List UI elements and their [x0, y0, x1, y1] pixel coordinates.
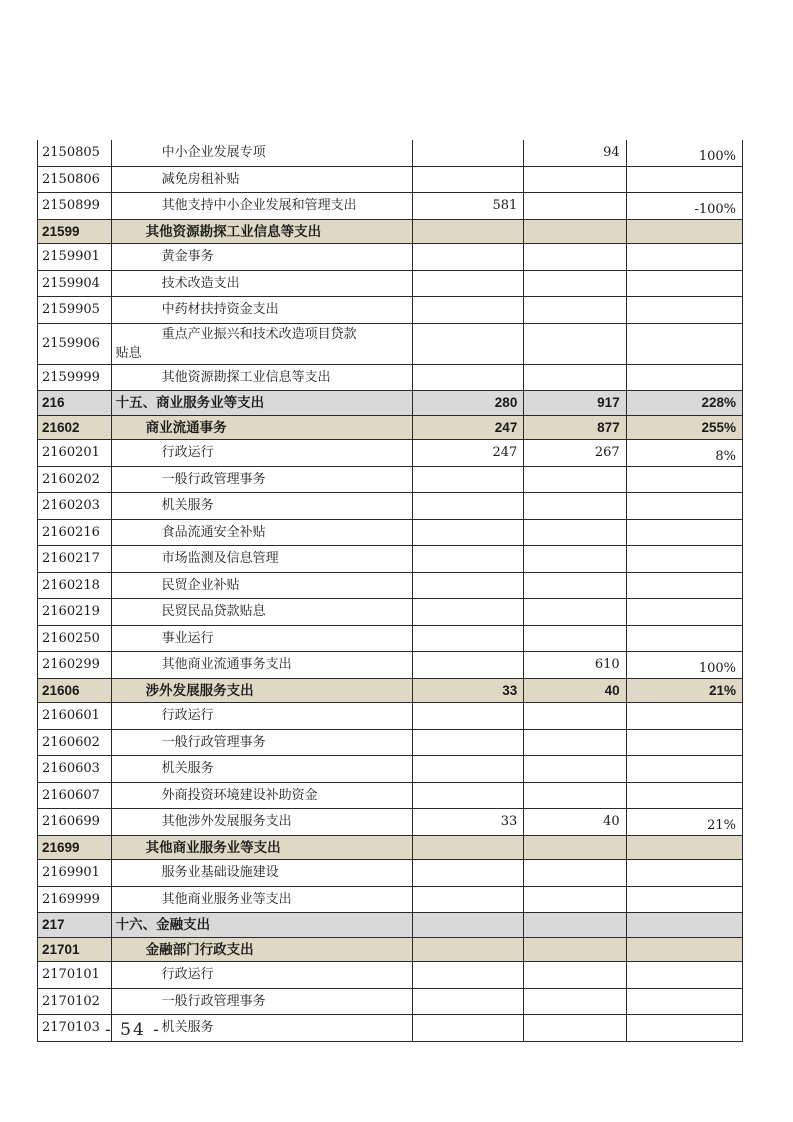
growth-rate-cell: [626, 166, 742, 193]
prior-year-amount-cell: 33: [413, 678, 524, 703]
subcategory-row: [38, 835, 743, 860]
subject-name-cell: 涉外发展服务支出: [111, 678, 413, 703]
subject-code-cell: 2160601: [38, 703, 112, 730]
subject-name-cell: 其他资源勘探工业信息等支出: [111, 364, 413, 391]
prior-year-amount-cell: [413, 1015, 524, 1042]
subject-name-cell: 民贸民品贷款贴息: [111, 599, 413, 626]
subject-code-cell: 2160217: [38, 546, 112, 573]
prior-year-amount-cell: [413, 244, 524, 271]
subject-code-cell: 2159999: [38, 364, 112, 391]
subject-name-cell: 一般行政管理事务: [111, 988, 413, 1015]
item-row: [38, 140, 743, 166]
current-year-amount-cell: 267: [524, 440, 626, 467]
prior-year-amount-cell: [413, 988, 524, 1015]
current-year-amount-cell: [524, 756, 626, 783]
budget-table: [37, 140, 743, 1042]
current-year-amount-cell: [524, 729, 626, 756]
subject-name-cell: 减免房租补贴: [111, 166, 413, 193]
growth-rate-cell: [626, 835, 742, 860]
subject-code-cell: 2169999: [38, 886, 112, 913]
subject-code-cell: 2160203: [38, 493, 112, 520]
prior-year-amount-cell: 280: [413, 391, 524, 416]
subject-code-cell: 21606: [38, 678, 112, 703]
subject-name-cell: 金融部门行政支出: [111, 937, 413, 962]
prior-year-amount-cell: [413, 297, 524, 324]
subject-name-cell: 行政运行: [111, 703, 413, 730]
prior-year-amount-cell: [413, 166, 524, 193]
item-row: [38, 729, 743, 756]
item-row: [38, 323, 743, 364]
subcategory-row: [38, 219, 743, 244]
growth-rate-cell: 100%: [626, 140, 742, 166]
growth-rate-cell: [626, 860, 742, 887]
prior-year-amount-cell: [413, 782, 524, 809]
subject-code-cell: 2160250: [38, 625, 112, 652]
subject-name-cell: 其他商业流通事务支出: [111, 652, 413, 679]
prior-year-amount-cell: 581: [413, 193, 524, 220]
subject-code-cell: 2159904: [38, 270, 112, 297]
subject-name-cell: 其他支持中小企业发展和管理支出: [111, 193, 413, 220]
current-year-amount-cell: [524, 937, 626, 962]
subject-code-cell: 2150806: [38, 166, 112, 193]
subject-name-cell: 外商投资环境建设补助资金: [111, 782, 413, 809]
item-row: [38, 519, 743, 546]
item-row: [38, 244, 743, 271]
subject-name-cell: 其他涉外发展服务支出: [111, 809, 413, 836]
item-row: [38, 886, 743, 913]
prior-year-amount-cell: [413, 756, 524, 783]
current-year-amount-cell: [524, 988, 626, 1015]
prior-year-amount-cell: [413, 519, 524, 546]
subject-code-cell: 2169901: [38, 860, 112, 887]
subject-name-cell: [111, 323, 413, 364]
item-row: [38, 466, 743, 493]
subject-code-cell: 2170101: [38, 962, 112, 989]
growth-rate-cell: [626, 703, 742, 730]
current-year-amount-cell: [524, 493, 626, 520]
current-year-amount-cell: [524, 625, 626, 652]
subject-code-cell: 2159901: [38, 244, 112, 271]
current-year-amount-cell: [524, 703, 626, 730]
subject-name-cell: 黄金事务: [111, 244, 413, 271]
prior-year-amount-cell: [413, 835, 524, 860]
current-year-amount-cell: [524, 519, 626, 546]
prior-year-amount-cell: [413, 546, 524, 573]
subject-code-cell: 2160201: [38, 440, 112, 467]
growth-rate-cell: [626, 913, 742, 938]
subcategory-row: [38, 937, 743, 962]
prior-year-amount-cell: [413, 860, 524, 887]
prior-year-amount-cell: 247: [413, 415, 524, 440]
current-year-amount-cell: [524, 962, 626, 989]
subject-name-cell: 十六、金融支出: [111, 913, 413, 938]
growth-rate-cell: 21%: [626, 678, 742, 703]
subject-name-cell: 十五、商业服务业等支出: [111, 391, 413, 416]
item-row: [38, 297, 743, 324]
subject-name-cell: 行政运行: [111, 962, 413, 989]
prior-year-amount-cell: [413, 140, 524, 166]
growth-rate-cell: [626, 572, 742, 599]
subject-name-cell: 其他资源勘探工业信息等支出: [111, 219, 413, 244]
subject-name-cell: 其他商业服务业等支出: [111, 835, 413, 860]
item-row: [38, 572, 743, 599]
current-year-amount-cell: [524, 166, 626, 193]
item-row: [38, 270, 743, 297]
item-row: [38, 193, 743, 220]
current-year-amount-cell: [524, 364, 626, 391]
growth-rate-cell: 21%: [626, 809, 742, 836]
prior-year-amount-cell: [413, 937, 524, 962]
subject-name-line2: 贴息: [115, 345, 142, 361]
subject-name-cell: 食品流通安全补贴: [111, 519, 413, 546]
growth-rate-cell: [626, 493, 742, 520]
growth-rate-cell: [626, 519, 742, 546]
prior-year-amount-cell: [413, 270, 524, 297]
growth-rate-cell: 8%: [626, 440, 742, 467]
item-row: [38, 599, 743, 626]
subject-code-cell: 217: [38, 913, 112, 938]
subject-code-cell: 2160218: [38, 572, 112, 599]
subject-name-cell: 商业流通事务: [111, 415, 413, 440]
subject-name-cell: 机关服务: [111, 1015, 413, 1042]
growth-rate-cell: [626, 625, 742, 652]
item-row: [38, 860, 743, 887]
current-year-amount-cell: [524, 599, 626, 626]
subject-code-cell: 2160202: [38, 466, 112, 493]
subject-code-cell: 2160699: [38, 809, 112, 836]
current-year-amount-cell: [524, 835, 626, 860]
subject-name-cell: 民贸企业补贴: [111, 572, 413, 599]
subject-code-cell: 2150805: [38, 140, 112, 166]
current-year-amount-cell: 917: [524, 391, 626, 416]
subject-code-cell: 21701: [38, 937, 112, 962]
item-row: [38, 756, 743, 783]
prior-year-amount-cell: [413, 652, 524, 679]
subject-name-cell: 行政运行: [111, 440, 413, 467]
subject-code-cell: 2160219: [38, 599, 112, 626]
prior-year-amount-cell: [413, 886, 524, 913]
growth-rate-cell: -100%: [626, 193, 742, 220]
current-year-amount-cell: [524, 323, 626, 364]
subject-code-cell: 2160602: [38, 729, 112, 756]
current-year-amount-cell: 877: [524, 415, 626, 440]
prior-year-amount-cell: [413, 729, 524, 756]
current-year-amount-cell: [524, 244, 626, 271]
growth-rate-cell: [626, 782, 742, 809]
growth-rate-cell: [626, 962, 742, 989]
prior-year-amount-cell: 247: [413, 440, 524, 467]
subject-name-cell: 中小企业发展专项: [111, 140, 413, 166]
item-row: [38, 809, 743, 836]
subject-code-cell: 21602: [38, 415, 112, 440]
growth-rate-cell: [626, 988, 742, 1015]
prior-year-amount-cell: 33: [413, 809, 524, 836]
item-row: [38, 166, 743, 193]
growth-rate-cell: [626, 466, 742, 493]
subject-name-cell: 一般行政管理事务: [111, 729, 413, 756]
subject-name-cell: 一般行政管理事务: [111, 466, 413, 493]
item-row: [38, 493, 743, 520]
prior-year-amount-cell: [413, 323, 524, 364]
current-year-amount-cell: [524, 782, 626, 809]
budget-table-body: [38, 140, 743, 1041]
prior-year-amount-cell: [413, 703, 524, 730]
prior-year-amount-cell: [413, 493, 524, 520]
subject-code-cell: 2170102: [38, 988, 112, 1015]
current-year-amount-cell: [524, 860, 626, 887]
subcategory-row: [38, 678, 743, 703]
growth-rate-cell: [626, 244, 742, 271]
subject-code-cell: 2160299: [38, 652, 112, 679]
prior-year-amount-cell: [413, 219, 524, 244]
growth-rate-cell: [626, 1015, 742, 1042]
current-year-amount-cell: [524, 219, 626, 244]
current-year-amount-cell: 40: [524, 809, 626, 836]
subject-code-cell: 2150899: [38, 193, 112, 220]
growth-rate-cell: [626, 219, 742, 244]
prior-year-amount-cell: [413, 572, 524, 599]
category-row: [38, 913, 743, 938]
subject-code-cell: 216: [38, 391, 112, 416]
subject-name-cell: 技术改造支出: [111, 270, 413, 297]
subject-name-cell: 服务业基础设施建设: [111, 860, 413, 887]
growth-rate-cell: 255%: [626, 415, 742, 440]
growth-rate-cell: 228%: [626, 391, 742, 416]
current-year-amount-cell: [524, 297, 626, 324]
prior-year-amount-cell: [413, 625, 524, 652]
subject-code-cell: 2160607: [38, 782, 112, 809]
prior-year-amount-cell: [413, 599, 524, 626]
current-year-amount-cell: [524, 270, 626, 297]
category-row: [38, 391, 743, 416]
subject-code-cell: 21699: [38, 835, 112, 860]
item-row: [38, 703, 743, 730]
item-row: [38, 546, 743, 573]
prior-year-amount-cell: [413, 913, 524, 938]
current-year-amount-cell: [524, 466, 626, 493]
subcategory-row: [38, 415, 743, 440]
subject-name-cell: 事业运行: [111, 625, 413, 652]
subject-code-cell: 2160216: [38, 519, 112, 546]
item-row: [38, 962, 743, 989]
subject-code-cell: 2159906: [38, 323, 112, 364]
item-row: [38, 625, 743, 652]
growth-rate-cell: [626, 599, 742, 626]
subject-code-cell: 2170103: [38, 1015, 112, 1042]
subject-name-line1: 重点产业振兴和技术改造项目贷款: [161, 326, 357, 342]
subject-name-cell: 中药材扶持资金支出: [111, 297, 413, 324]
subject-code-cell: 2160603: [38, 756, 112, 783]
growth-rate-cell: 100%: [626, 652, 742, 679]
current-year-amount-cell: [524, 913, 626, 938]
current-year-amount-cell: 610: [524, 652, 626, 679]
subject-code-cell: 2159905: [38, 297, 112, 324]
subject-name-cell: 机关服务: [111, 756, 413, 783]
growth-rate-cell: [626, 297, 742, 324]
growth-rate-cell: [626, 886, 742, 913]
subject-name-cell: 市场监测及信息管理: [111, 546, 413, 573]
subject-name-cell: 其他商业服务业等支出: [111, 886, 413, 913]
growth-rate-cell: [626, 364, 742, 391]
item-row: [38, 652, 743, 679]
growth-rate-cell: [626, 546, 742, 573]
page-number: - 54 -: [105, 1020, 161, 1040]
current-year-amount-cell: 94: [524, 140, 626, 166]
subject-code-cell: 21599: [38, 219, 112, 244]
current-year-amount-cell: [524, 193, 626, 220]
growth-rate-cell: [626, 937, 742, 962]
growth-rate-cell: [626, 270, 742, 297]
current-year-amount-cell: [524, 572, 626, 599]
item-row: [38, 988, 743, 1015]
current-year-amount-cell: [524, 546, 626, 573]
prior-year-amount-cell: [413, 466, 524, 493]
item-row: [38, 440, 743, 467]
current-year-amount-cell: [524, 886, 626, 913]
growth-rate-cell: [626, 729, 742, 756]
prior-year-amount-cell: [413, 364, 524, 391]
item-row: [38, 364, 743, 391]
growth-rate-cell: [626, 756, 742, 783]
prior-year-amount-cell: [413, 962, 524, 989]
subject-name-cell: 机关服务: [111, 493, 413, 520]
growth-rate-cell: [626, 323, 742, 364]
item-row: [38, 782, 743, 809]
current-year-amount-cell: 40: [524, 678, 626, 703]
current-year-amount-cell: [524, 1015, 626, 1042]
